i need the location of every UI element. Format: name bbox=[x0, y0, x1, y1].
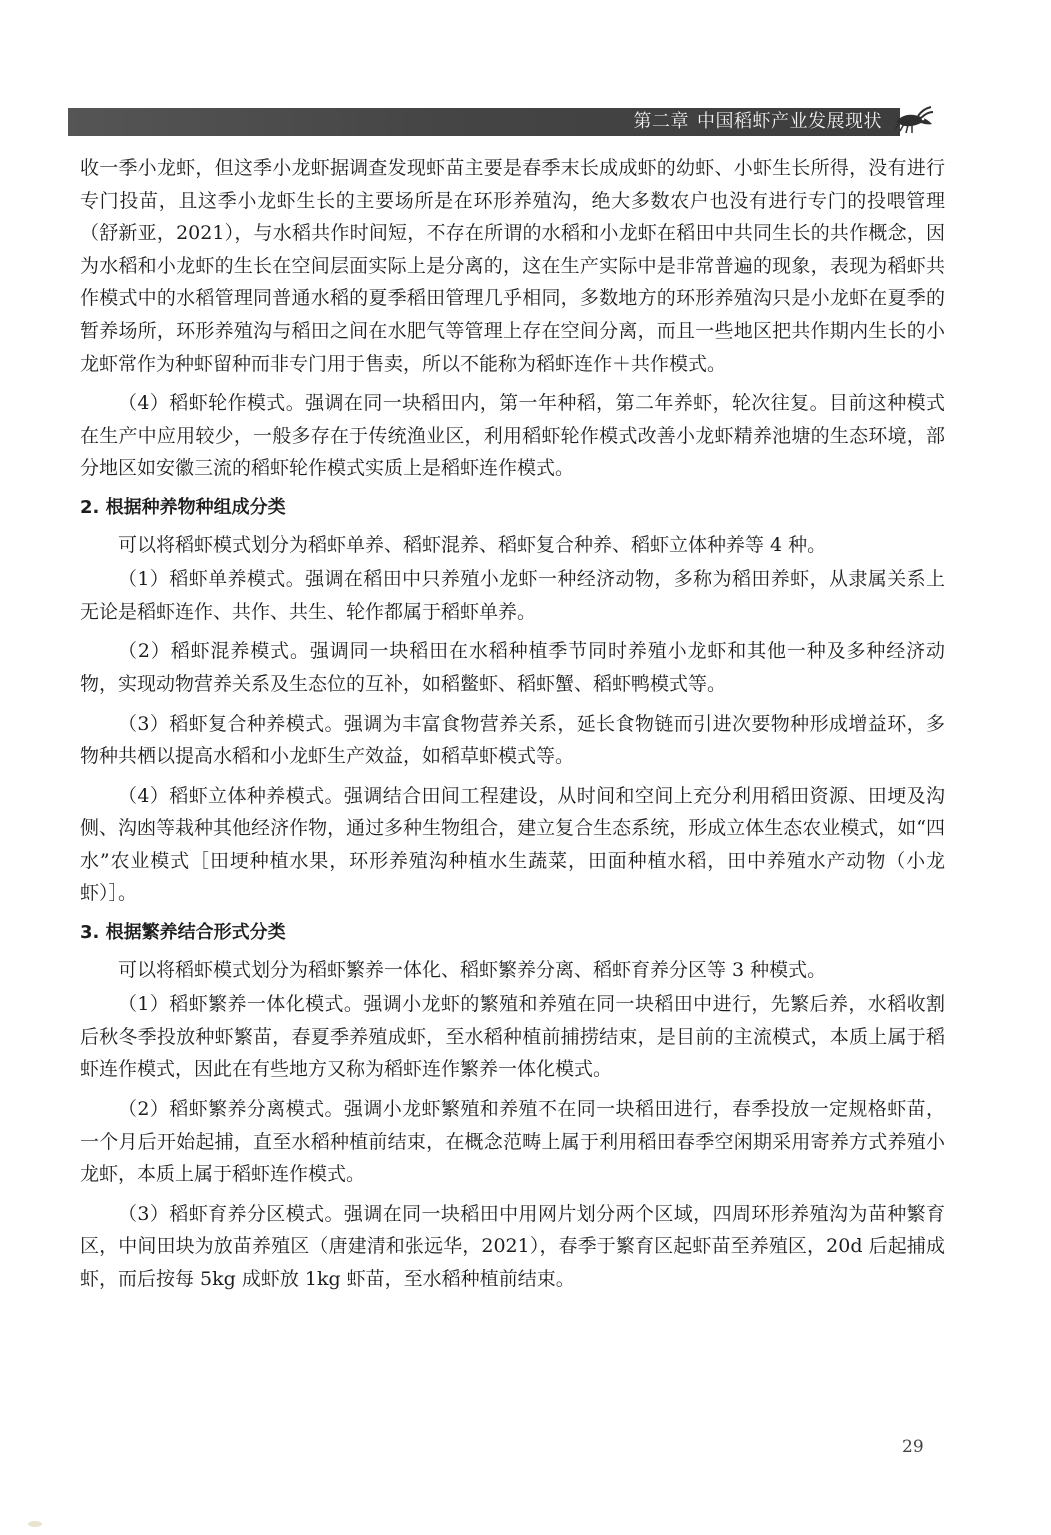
paragraph-polyculture: （2）稻虾混养模式。强调同一块稻田在水稻种植季节同时养殖小龙虾和其他一种及多种经济动物，实现动物营养关系及生态位的互补，如稻鳖虾、稻虾蟹、稻虾鸭模式等。 bbox=[80, 640, 945, 695]
paragraph-breeding-overview: 可以将稻虾模式划分为稻虾繁养一体化、稻虾繁养分离、稻虾育养分区等 3 种模式。 bbox=[118, 958, 827, 981]
page-content bbox=[80, 152, 945, 1303]
paragraph-separated-breeding: （2）稻虾繁养分离模式。强调小龙虾繁殖和养殖不在同一块稻田进行，春季投放一定规格虾苗，一个月后开始起捕，直至水稻种植前结束，在概念范畴上属于利用稻田春季空闲期采用寄养方式养殖小龙虾，本质上属于稻虾连作模式。 bbox=[80, 1098, 945, 1186]
paragraph-zoned-breeding: （3）稻虾育养分区模式。强调在同一块稻田中用网片划分两个区域，四周环形养殖沟为苗种繁育区，中间田块为放苗养殖区（唐建清和张远华，2021），春季于繁育区起虾苗至养殖区，20d 后起捕成虾，而后按每 5kg 成虾放 1kg 虾苗，至水稻种植前结束。 bbox=[80, 1202, 945, 1290]
paragraph-integrated-breeding: （1）稻虾繁养一体化模式。强调小龙虾的繁殖和养殖在同一块稻田中进行，先繁后养，水稻收割后秋冬季投放种虾繁苗，春夏季养殖成虾，至水稻种植前捕捞结束，是目前的主流模式，本质上属于稻虾连作模式，因此在有些地方又称为稻虾连作繁养一体化模式。 bbox=[80, 993, 945, 1081]
page-number: 29 bbox=[902, 1437, 924, 1457]
paragraph-monoculture: （1）稻虾单养模式。强调在稻田中只养殖小龙虾一种经济动物，多称为稻田养虾，从隶属关系上无论是稻虾连作、共作、共生、轮作都属于稻虾单养。 bbox=[80, 568, 945, 623]
page-corner-mark bbox=[28, 1521, 42, 1527]
paragraph-compound-farming: （3）稻虾复合种养模式。强调为丰富食物营养关系，延长食物链而引进次要物种形成增益环，多物种共栖以提高水稻和小龙虾生产效益，如稻草虾模式等。 bbox=[80, 712, 945, 768]
paragraph-three-dimensional-farming: （4）稻虾立体种养模式。强调结合田间工程建设，从时间和空间上充分利用稻田资源、田埂及沟侧、沟凼等栽种其他经济作物，通过多种生物组合，建立复合生态系统，形成立体生态农业模式，如“四水”农业模式［田埂种植水果，环形养殖沟种植水生蔬菜，田面种植水稻，田中养殖水产动物（小龙虾）］。 bbox=[80, 784, 945, 905]
chapter-label: 第二章 bbox=[633, 111, 689, 132]
chapter-title: 中国稻虾产业发展现状 bbox=[697, 111, 882, 132]
section-heading-species-composition: 2. 根据种养物种组成分类 bbox=[80, 496, 286, 518]
section-heading-breeding-combination: 3. 根据繁养结合形式分类 bbox=[80, 922, 286, 944]
paragraph-rotation-mode: （4）稻虾轮作模式。强调在同一块稻田内，第一年种稻，第二年养虾，轮次往复。目前这种模式在生产中应用较少，一般多存在于传统渔业区，利用稻虾轮作模式改善小龙虾精养池塘的生态环境，部分地区如安徽三流的稻虾轮作模式实质上是稻虾连作模式。 bbox=[80, 392, 945, 480]
paragraph-continuation: 收一季小龙虾，但这季小龙虾据调查发现虾苗主要是春季末长成成虾的幼虾、小虾生长所得，没有进行专门投苗，且这季小龙虾生长的主要场所是在环形养殖沟，绝大多数农户也没有进行专门的投喂管理（舒新亚，2021），与水稻共作时间短，不存在所谓的水稻和小龙虾在稻田中共同生长的共作概念，因为水稻和小龙虾的生长在空间层面实际上是分离的，这在生产实际中是非常普遍的现象，表现为稻虾共作模式中的水稻管理同普通水稻的夏季稻田管理几乎相同，多数地方的环形养殖沟只是小龙虾在夏季的暂养场所，环形养殖沟与稻田之间在水肥气等管理上存在空间分离，而且一些地区把共作期内生长的小龙虾常作为种虾留种而非专门用于售卖，所以不能称为稻虾连作＋共作模式。 bbox=[80, 157, 945, 375]
running-header bbox=[68, 108, 900, 136]
crayfish-icon bbox=[892, 104, 934, 136]
paragraph-species-overview: 可以将稻虾模式划分为稻虾单养、稻虾混养、稻虾复合种养、稻虾立体种养等 4 种。 bbox=[118, 533, 827, 556]
chapter-heading bbox=[634, 111, 883, 133]
